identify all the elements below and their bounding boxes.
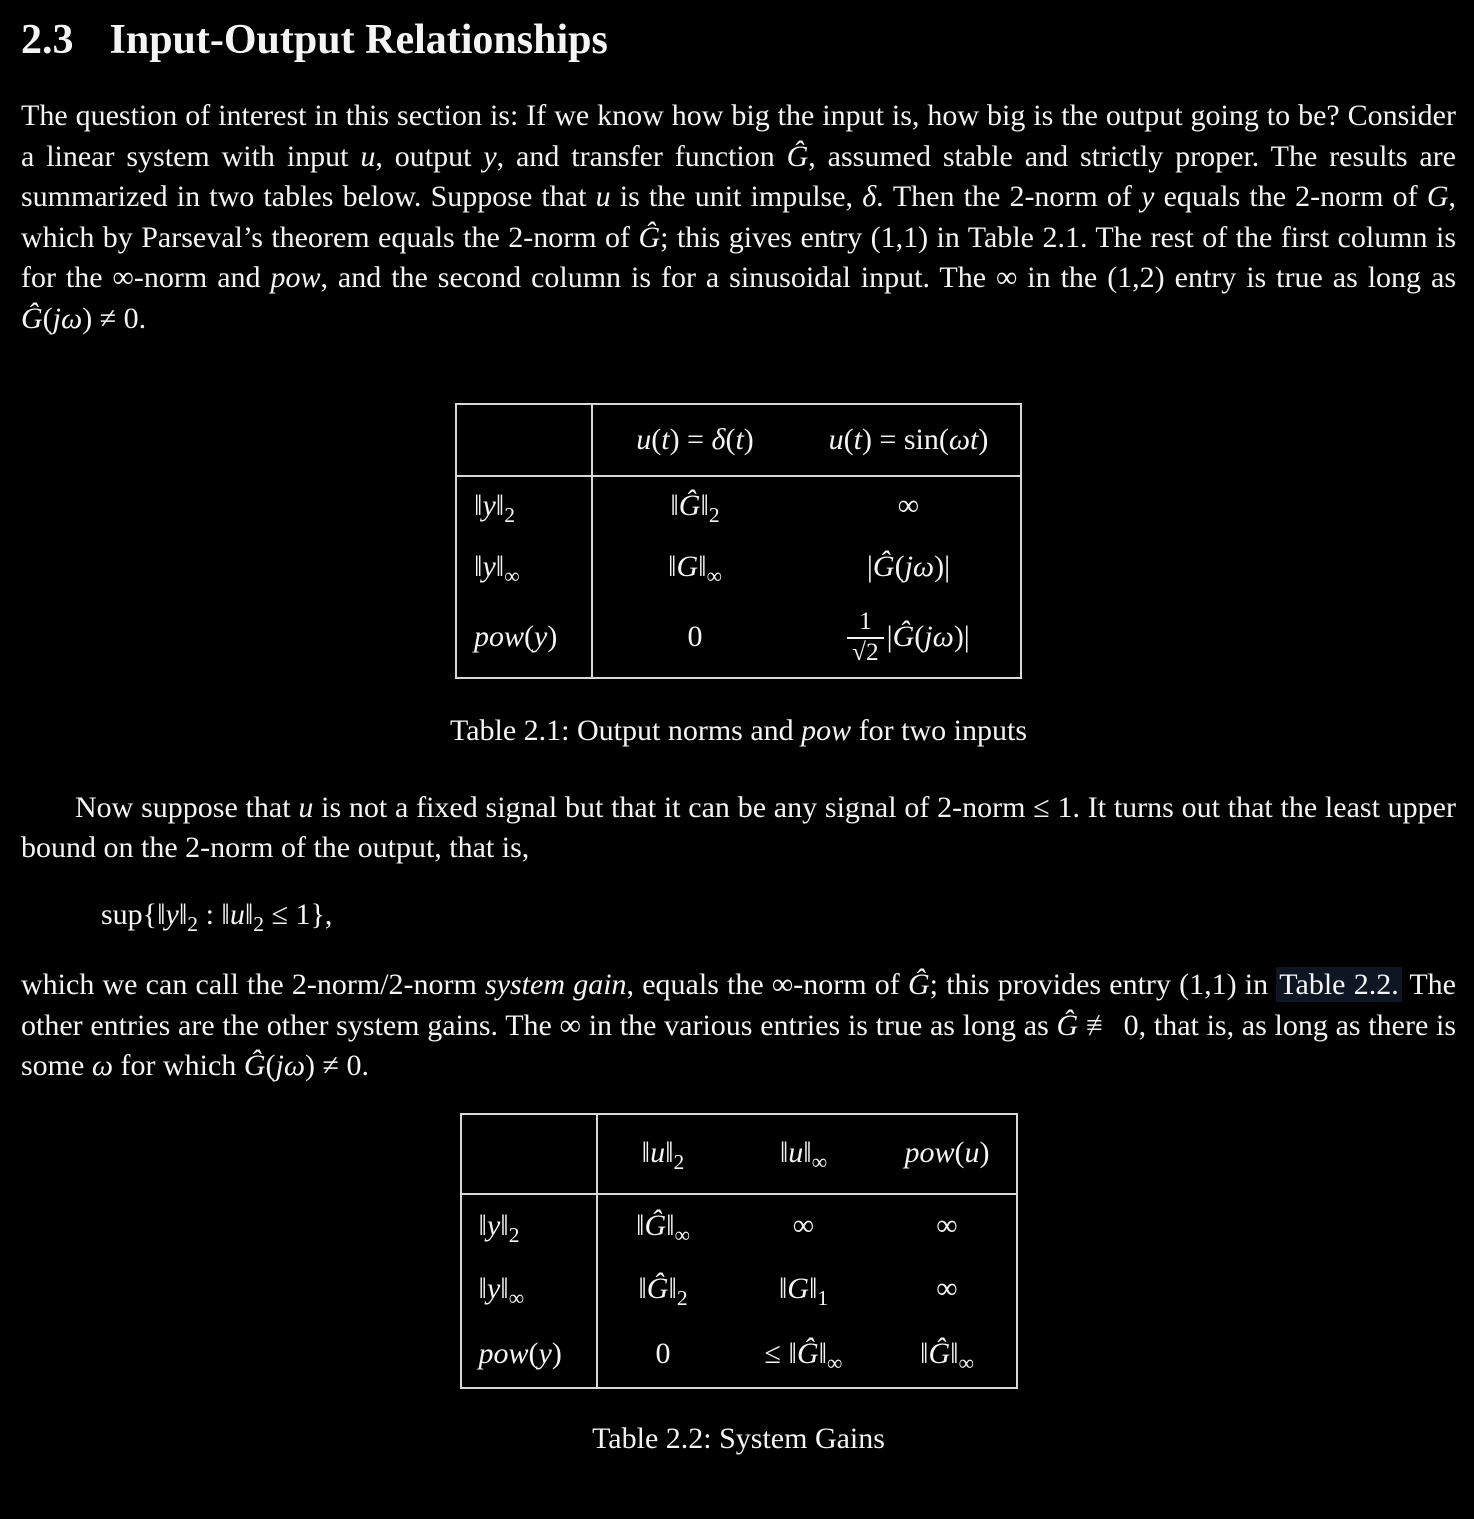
table-2-2-header-row [461,1114,1017,1194]
table-2-2-header-powu: pow(u) [879,1114,1017,1194]
cell-powy-powu: $‖Ĝ‖_\infty$ [920,1336,974,1375]
cell-sinusoid-y2: ∞ [897,489,920,523]
table-row [461,1258,1017,1322]
cell-y2-powu: ∞ [936,1208,958,1242]
table-2-2-corner-cell [461,1114,597,1194]
paragraph-intro: The question of interest in this section is: If we know how big the input is, how big is the output going to be? Consider a linear system with input u, output y, and transfer function Ĝ, assumed stable and strictly proper. The results are summarized in two tables below. Suppose that u is the unit impulse, δ. Then the 2-norm of y equals the 2-norm of G, which by Parseval’s theorem equals the 2-norm of Ĝ; this gives entry (1,1) in Table 2.1. The rest of the first column is for the ∞-norm and pow, and the second column is for a sinusoidal input. The ∞ in the (1,2) entry is true as long as Ĝ(jω) ≠ 0. [21,99,1457,335]
table-row [461,1194,1017,1258]
paragraph-suppose: Now suppose that u is not a fixed signal but that it can be any signal of 2-norm ≤ 1. It turns out that the least upper bound on the 2-norm of the output, that is, [21,790,1456,864]
table-row [456,476,1021,536]
paragraph-system-gain [21,965,1456,1087]
table-row [461,1322,1017,1388]
table-2-2-header-u2: $‖u‖_2$ [597,1114,729,1194]
table-2-1-container [21,403,1456,679]
table-2-2-link[interactable]: Table 2.2. [1276,967,1401,1002]
paragraph-3-before-link: which we can call the 2-norm/2-norm system gain, equals the ∞-norm of Ĝ; this provides entry (1,1) in [21,968,1277,1001]
cell-y2-uinf: ∞ [792,1208,815,1242]
sup-norm-formula: $sup\{‖y‖_2$ : $‖u‖_2 \le 1$}, [101,897,333,936]
cell-impulse-y2: $‖Ĝ‖_2$ [670,489,720,528]
row-label-y-2norm: $‖y‖_2$ [456,476,592,536]
cell-powy-uinf: ≤ $‖Ĝ‖_\infty$ [764,1336,843,1375]
paragraph-3-after-link: The other entries are the other system gains. The ∞ in the various entries is true as long as Ĝ ≢ 0, that is, as long as there is some ω for which Ĝ(jω) ≠ 0. [21,968,1456,1082]
table-2-1 [455,403,1022,679]
cell-yinf-u2: $‖Ĝ‖_2$ [638,1272,688,1311]
table-2-1-corner-cell [456,404,592,476]
cell-impulse-pow: 0 [687,620,703,654]
table-2-1-header-row [456,404,1021,476]
table-2-1-caption: Table 2.1: Output norms and pow for two inputs [449,714,1028,747]
table-row [456,536,1021,598]
cell-powy-u2: 0 [655,1336,671,1370]
cell-yinf-powu: ∞ [936,1272,958,1306]
cell-sinusoid-pow: $\frac{1}{√2}$ |Ĝ(jω)| [797,598,1021,678]
cell-impulse-yinf: $‖G‖_\infty$ [668,549,722,588]
cell-sinusoid-yinf: |Ĝ(jω)| [866,549,951,583]
cell-y2-u2: $‖Ĝ‖_\infty$ [636,1208,690,1247]
table-2-2-header-uinf: $‖u‖_\infty$ [729,1114,879,1194]
cell-yinf-uinf: $‖G‖_1$ [778,1272,829,1311]
table-2-1-header-impulse: u(t) = δ(t) [592,404,797,476]
row-label-y-infnorm: $‖y‖_\infty$ [461,1258,597,1322]
section-heading [21,16,1456,64]
table-2-2-container [21,1113,1456,1389]
table-2-2 [460,1113,1018,1389]
section-title: Input-Output Relationships [109,17,608,63]
table-row [456,598,1021,678]
row-label-pow-y: pow(y) [461,1322,597,1388]
table-2-1-header-sinusoid: u(t) = sin(ωt) [797,404,1021,476]
row-label-pow-y: pow(y) [456,598,592,678]
row-label-y-infnorm: $‖y‖_\infty$ [456,536,592,598]
row-label-y-2norm: $‖y‖_2$ [461,1194,597,1258]
section-number: 2.3 [21,17,74,63]
table-2-2-caption: Table 2.2: System Gains [592,1421,885,1455]
